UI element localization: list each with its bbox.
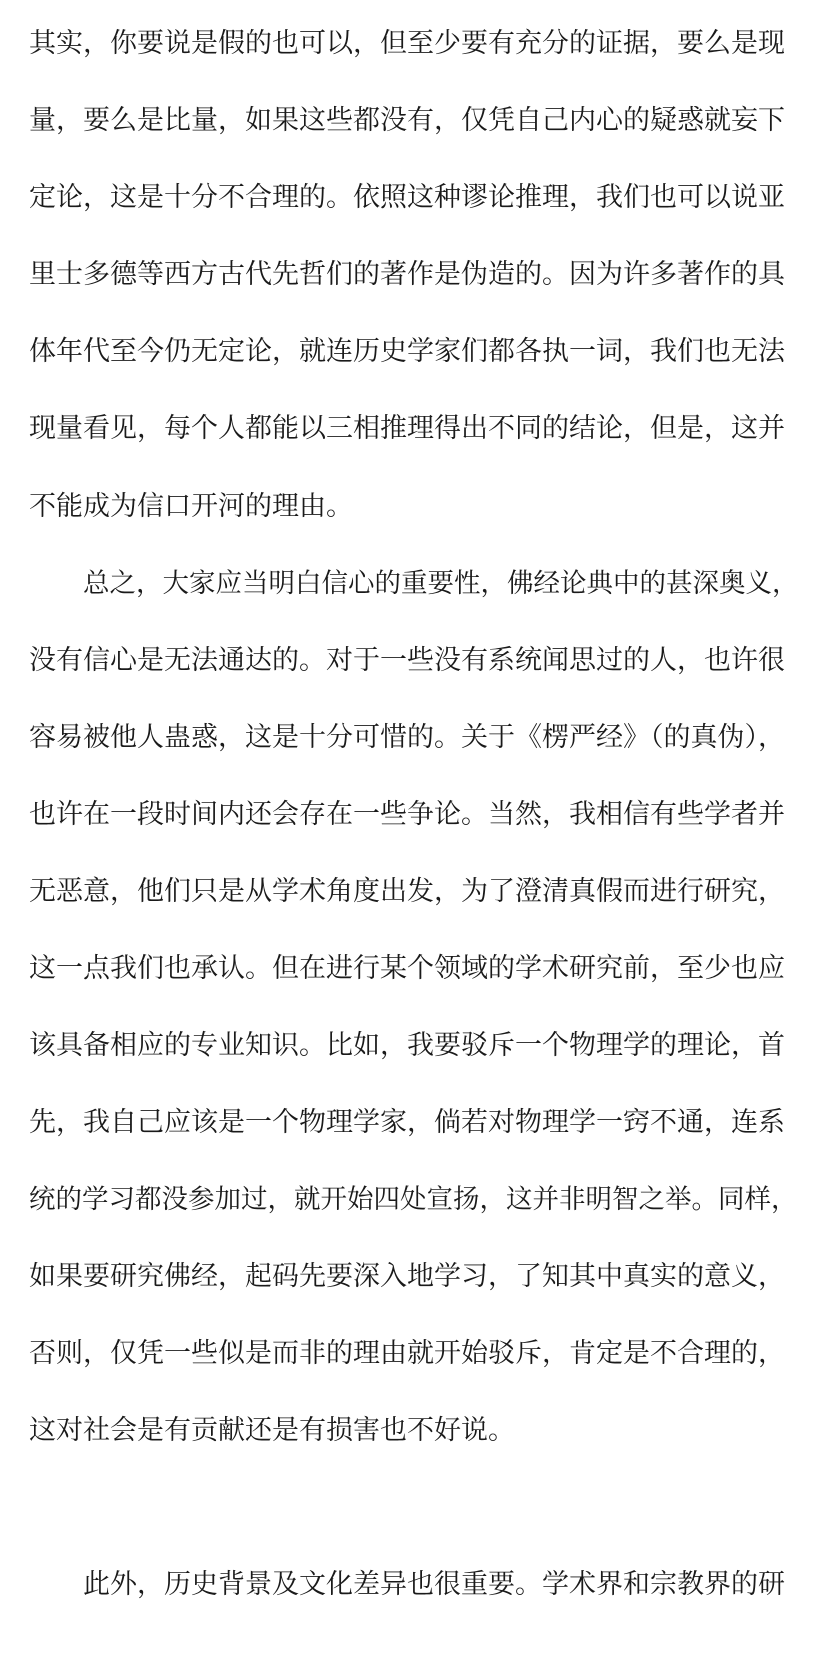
text-line: 也许在一段时间内还会存在一些争论。当然，我相信有些学者并: [29, 799, 785, 830]
text-line: 里士多德等西方古代先哲们的著作是伪造的。因为许多著作的具: [29, 259, 785, 290]
text-line: 无恶意，他们只是从学术角度出发，为了澄清真假而进行研究，: [29, 876, 785, 907]
text-line: 其实，你要说是假的也可以，但至少要有充分的证据，要么是现: [29, 28, 785, 59]
text-line: 这一点我们也承认。但在进行某个领域的学术研究前，至少也应: [29, 953, 785, 984]
text-line: 统的学习都没参加过，就开始四处宣扬，这并非明智之举。同样，: [29, 1184, 798, 1215]
text-line: 量，要么是比量，如果这些都没有，仅凭自己内心的疑惑就妄下: [29, 105, 785, 136]
paragraph-first-line: 总之，大家应当明白信心的重要性，佛经论典中的甚深奥义，: [83, 568, 799, 599]
text-line: 不能成为信口开河的理由。: [29, 491, 353, 522]
text-line: 现量看见，每个人都能以三相推理得出不同的结论，但是，这并: [29, 413, 785, 444]
paragraph-first-line: 此外，历史背景及文化差异也很重要。学术界和宗教界的研: [83, 1569, 785, 1600]
text-line: 没有信心是无法通达的。对于一些没有系统闻思过的人，也许很: [29, 645, 785, 676]
text-line: 定论，这是十分不合理的。依照这种谬论推理，我们也可以说亚: [29, 182, 785, 213]
text-line: 否则，仅凭一些似是而非的理由就开始驳斥，肯定是不合理的，: [29, 1338, 785, 1369]
text-line: [29, 1487, 809, 1529]
text-line: 如果要研究佛经，起码先要深入地学习，了知其中真实的意义，: [29, 1261, 785, 1292]
text-line: 先，我自己应该是一个物理学家，倘若对物理学一窍不通，连系: [29, 1107, 785, 1138]
text-line: 这对社会是有贡献还是有损害也不好说。: [29, 1415, 515, 1446]
text-line: 体年代至今仍无定论，就连历史学家们都各执一词，我们也无法: [29, 336, 785, 367]
text-line: 容易被他人蛊惑，这是十分可惜的。关于《楞严经》（的真伪），: [29, 722, 785, 753]
text-line: 该具备相应的专业知识。比如，我要驳斥一个物理学的理论，首: [29, 1030, 785, 1061]
